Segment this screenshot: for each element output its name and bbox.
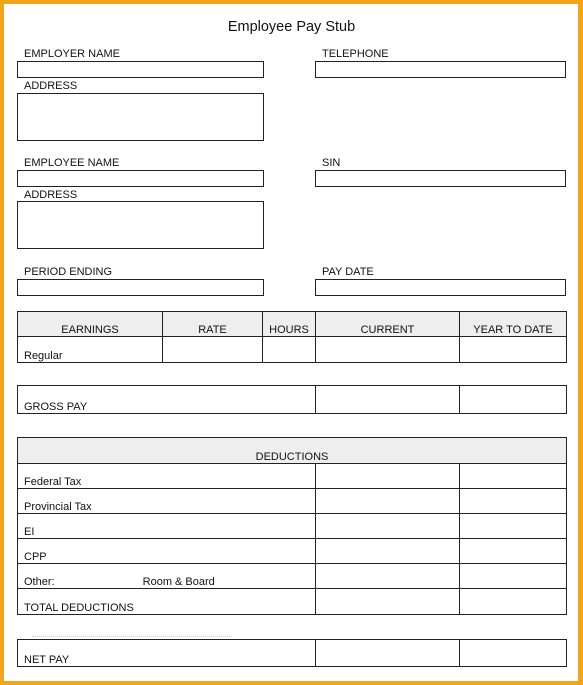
federal-tax-ytd-cell[interactable] <box>460 464 567 489</box>
employer-address-label: ADDRESS <box>24 80 78 92</box>
table-row <box>18 464 567 489</box>
period-ending-field[interactable] <box>17 279 264 296</box>
sin-field[interactable] <box>315 170 566 187</box>
gross-pay-table <box>17 385 567 414</box>
net-pay-table <box>17 639 567 667</box>
total-deductions-ytd-cell[interactable] <box>460 589 567 615</box>
telephone-field[interactable] <box>315 61 566 78</box>
pay-date-label: PAY DATE <box>322 266 374 278</box>
federal-tax-current-cell[interactable] <box>316 464 460 489</box>
net-pay-label: NET PAY <box>18 640 316 667</box>
total-deductions-label: TOTAL DEDUCTIONS <box>18 589 316 615</box>
current-header: CURRENT <box>316 312 460 337</box>
employer-address-field[interactable] <box>17 93 264 141</box>
room-board-note: Room & Board <box>142 576 215 588</box>
provincial-tax-current-cell[interactable] <box>316 489 460 514</box>
ei-ytd-cell[interactable] <box>460 514 567 539</box>
provincial-tax-ytd-cell[interactable] <box>460 489 567 514</box>
net-pay-current-cell[interactable] <box>316 640 460 667</box>
employee-address-label: ADDRESS <box>24 189 78 201</box>
hours-header: HOURS <box>263 312 316 337</box>
table-row <box>18 564 567 589</box>
telephone-label: TELEPHONE <box>322 48 389 60</box>
employee-name-label: EMPLOYEE NAME <box>24 157 120 169</box>
other-ytd-cell[interactable] <box>460 564 567 589</box>
period-ending-label: PERIOD ENDING <box>24 266 113 278</box>
employer-name-label: EMPLOYER NAME <box>24 48 120 60</box>
table-row <box>18 386 567 414</box>
sin-label: SIN <box>322 157 341 169</box>
rate-header: RATE <box>163 312 263 337</box>
table-row <box>18 640 567 667</box>
other-current-cell[interactable] <box>316 564 460 589</box>
total-deductions-current-cell[interactable] <box>316 589 460 615</box>
provincial-tax-label: Provincial Tax <box>18 489 316 514</box>
table-row <box>18 489 567 514</box>
table-row <box>18 337 567 363</box>
earnings-table <box>17 311 567 363</box>
ytd-header: YEAR TO DATE <box>460 312 567 337</box>
gross-pay-ytd-cell[interactable] <box>460 386 567 414</box>
cpp-ytd-cell[interactable] <box>460 539 567 564</box>
earnings-header: EARNINGS <box>18 312 163 337</box>
table-row <box>18 514 567 539</box>
regular-label: Regular <box>18 337 163 363</box>
employee-address-field[interactable] <box>17 201 264 249</box>
deductions-header-row <box>18 438 567 464</box>
table-row <box>18 589 567 615</box>
ei-label: EI <box>18 514 316 539</box>
regular-rate-cell[interactable] <box>163 337 263 363</box>
earnings-header-row <box>18 312 567 337</box>
regular-ytd-cell[interactable] <box>460 337 567 363</box>
ei-current-cell[interactable] <box>316 514 460 539</box>
regular-hours-cell[interactable] <box>263 337 316 363</box>
gross-pay-current-cell[interactable] <box>316 386 460 414</box>
cpp-label: CPP <box>18 539 316 564</box>
net-pay-ytd-cell[interactable] <box>460 640 567 667</box>
other-label: Other: <box>24 576 55 588</box>
regular-current-cell[interactable] <box>316 337 460 363</box>
table-row <box>18 539 567 564</box>
federal-tax-label: Federal Tax <box>18 464 316 489</box>
page-title: Employee Pay Stub <box>227 19 356 35</box>
employer-name-field[interactable] <box>17 61 264 78</box>
deductions-header: DEDUCTIONS <box>18 438 567 464</box>
pay-date-field[interactable] <box>315 279 566 296</box>
employee-name-field[interactable] <box>17 170 264 187</box>
other-row-cell <box>18 564 316 589</box>
deductions-table <box>17 437 567 615</box>
gross-pay-label: GROSS PAY <box>18 386 316 414</box>
cpp-current-cell[interactable] <box>316 539 460 564</box>
faint-divider <box>32 636 232 637</box>
